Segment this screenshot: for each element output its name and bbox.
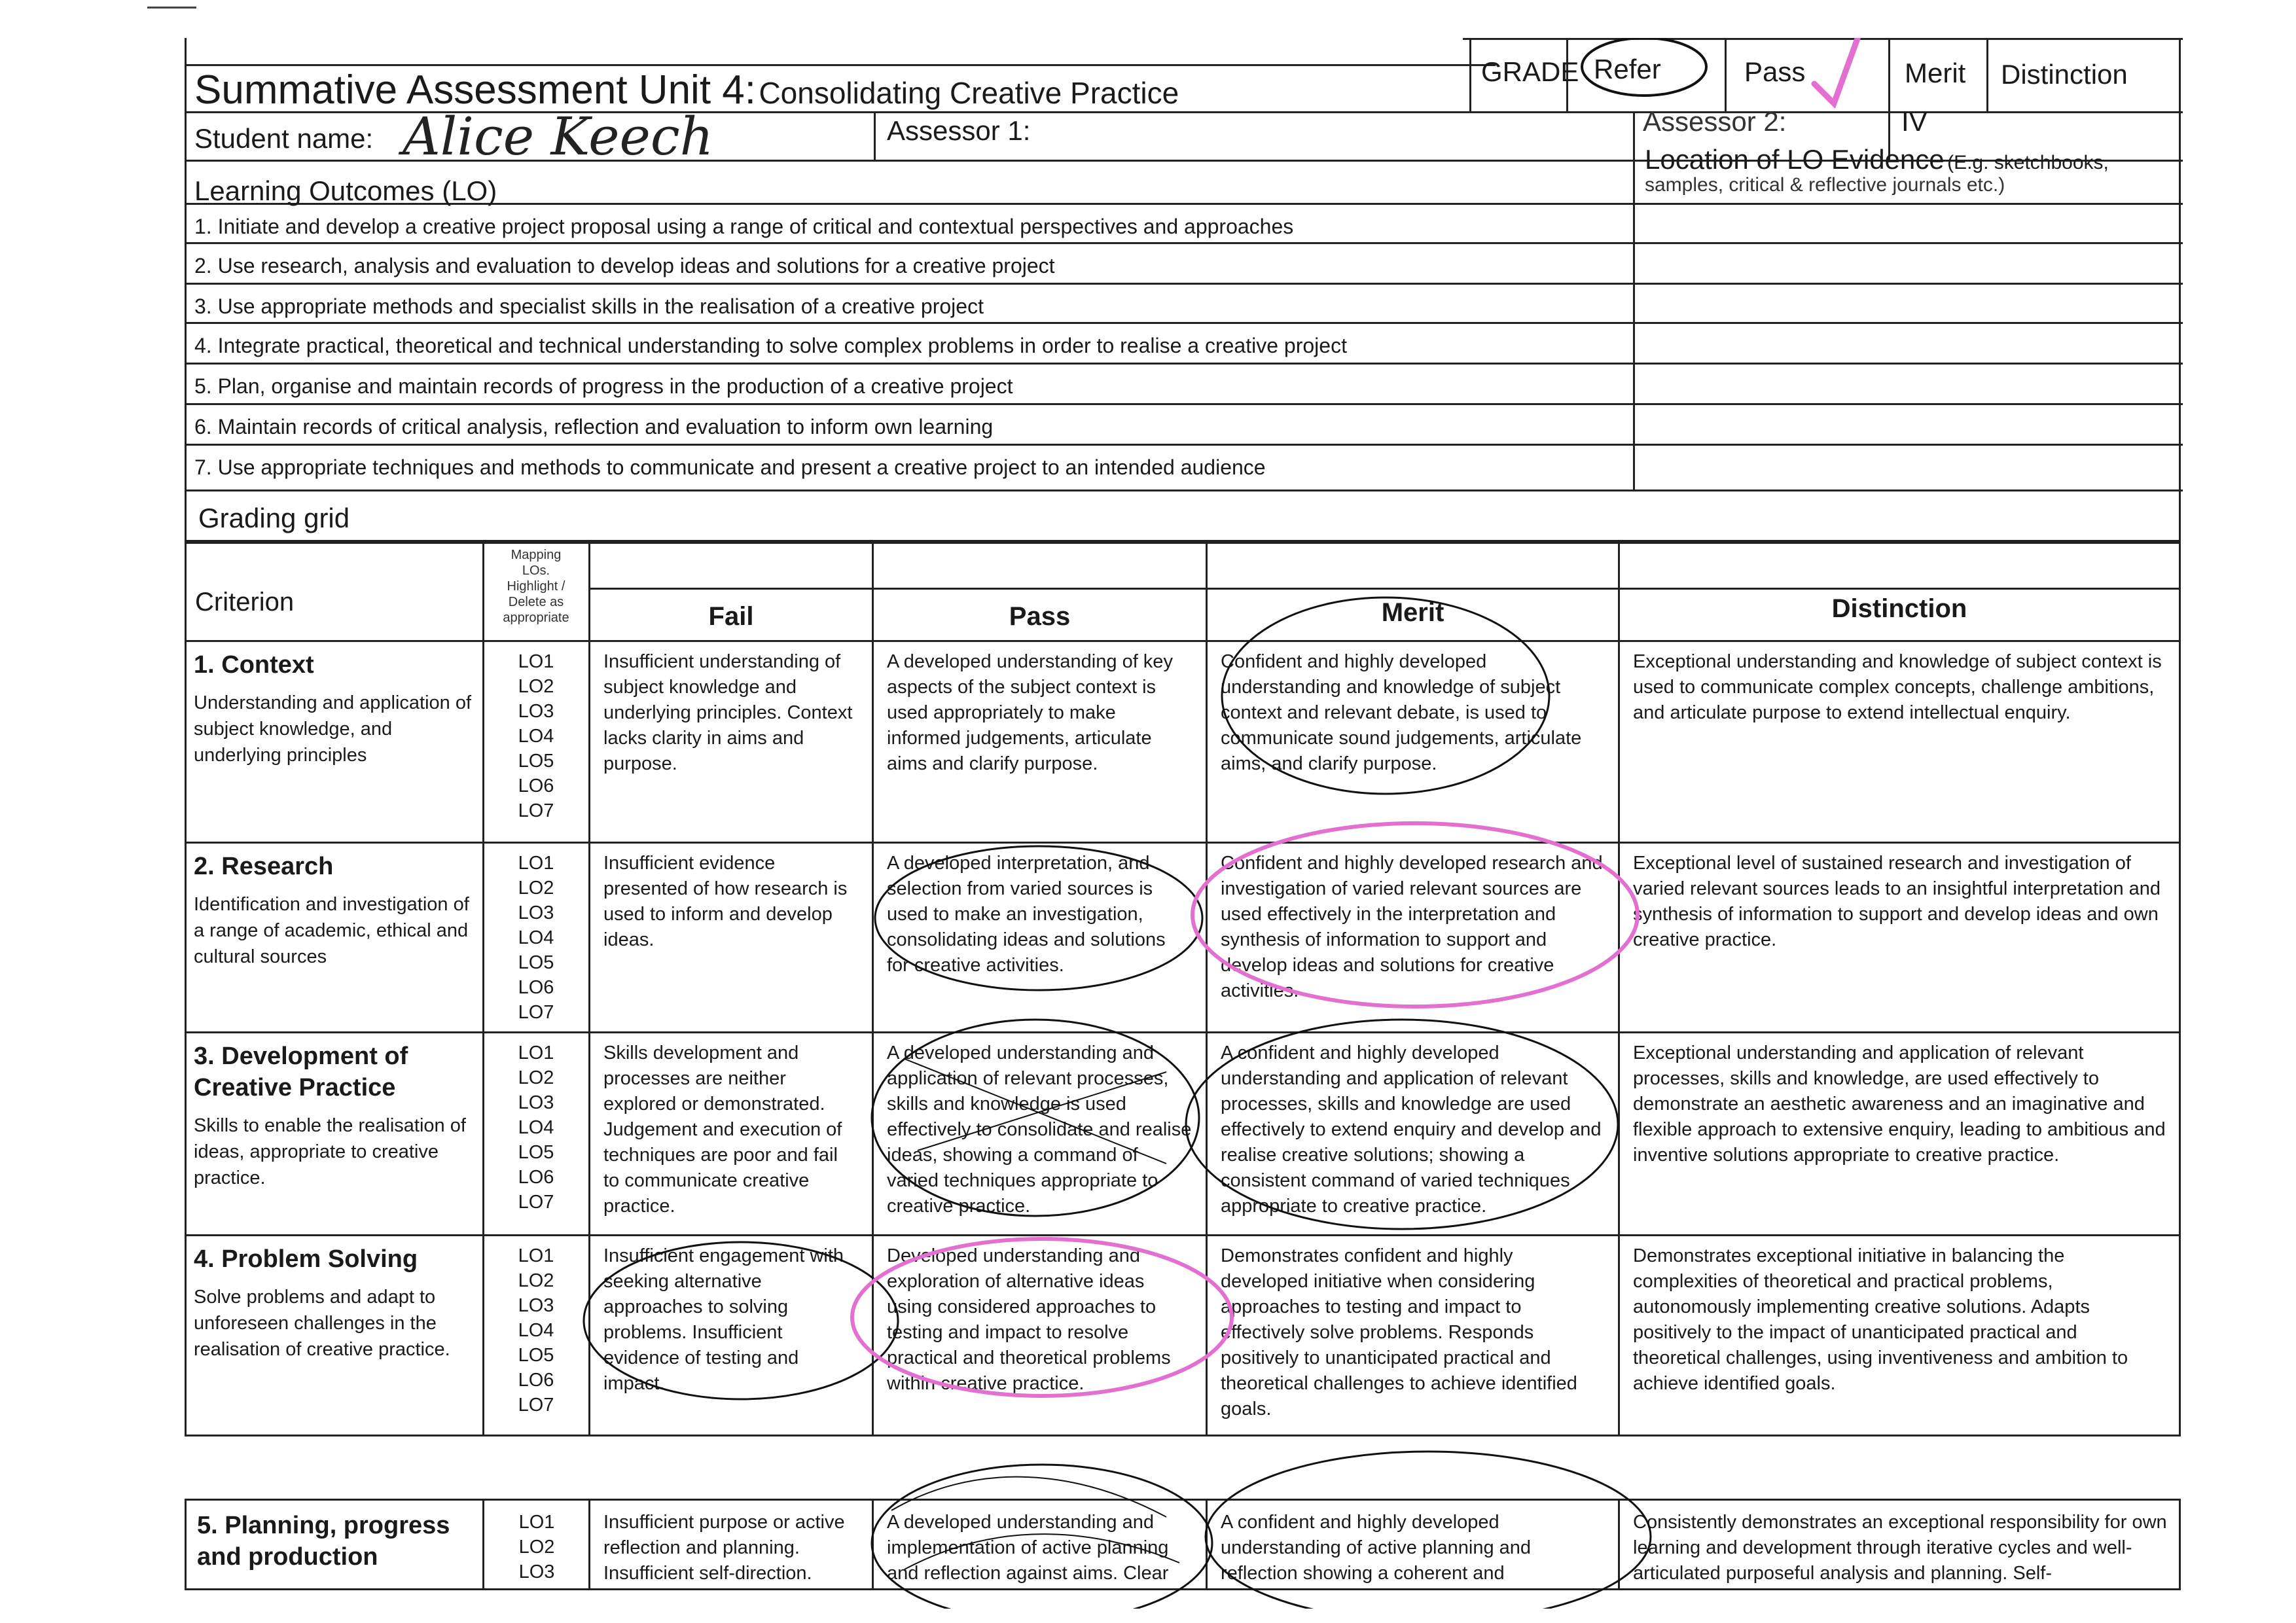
col-head-fail: Fail: [708, 602, 754, 631]
lo-mapping: [484, 1031, 588, 1234]
criterion-head: Criterion: [195, 588, 295, 616]
assessor2-label: Assessor 2:: [1643, 106, 1787, 137]
rule: [185, 542, 187, 1436]
rule: [874, 111, 876, 160]
criterion-description: Understanding and application of subject knowledge, and underlying principles: [194, 692, 472, 766]
mapping-head: [484, 547, 588, 626]
criterion-title: 5. Planning, progress and production: [197, 1512, 450, 1571]
assessor1-label: Assessor 1:: [887, 115, 1031, 146]
rule: [187, 242, 2183, 244]
lo-code: LO6: [518, 977, 554, 998]
lo-code: LO5: [518, 1345, 554, 1366]
lo-code: LO4: [518, 1117, 554, 1138]
lo-code: LO1: [518, 1512, 555, 1533]
criterion-description: Skills to enable the realisation of ideas, appropriate to creative practice.: [194, 1115, 466, 1188]
lo-code: LO3: [518, 1092, 554, 1113]
grading-grid-title: Grading grid: [198, 503, 350, 533]
lo-code: LO7: [518, 1002, 554, 1023]
lo-item-3: 3. Use appropriate methods and specialist skills in the realisation of a creative project: [194, 294, 984, 318]
scan-mark: [147, 7, 196, 9]
lo-code: LO4: [518, 1320, 554, 1341]
lo-code: LO7: [518, 1395, 554, 1416]
col-head-pass: Pass: [1009, 602, 1071, 631]
lo-code: LO2: [518, 676, 554, 697]
rule: [1725, 38, 1727, 111]
lo-code: LO2: [518, 1067, 554, 1088]
rule: [1469, 38, 1471, 111]
lo-code: LO3: [518, 902, 554, 923]
lo-item-1: 1. Initiate and develop a creative project proposal using a range of critical and contextual perspectives and approaches: [194, 215, 1294, 238]
pass-descriptor: A developed understanding of key aspects of the subject context is used appropriately to make informed judgements, articulate aims and clarify purpose.: [887, 651, 1173, 774]
pass-descriptor: A developed interpretation, and selection from varied sources is used to make an investigation, consolidating ideas and solutions for creative activities.: [887, 853, 1166, 976]
criterion-title: 4. Problem Solving: [194, 1245, 418, 1273]
lo-code: LO5: [518, 1142, 554, 1163]
rule: [187, 283, 2183, 285]
lo-item-4: 4. Integrate practical, theoretical and technical understanding to solve complex problems in order to realise a creative project: [194, 334, 1347, 357]
criterion-title: 3. Development of Creative Practice: [194, 1043, 408, 1101]
lo-code: LO3: [518, 1295, 554, 1316]
lo-mapping: [484, 842, 588, 1031]
criterion-cell: [194, 1031, 475, 1234]
fail-descriptor: Insufficient evidence presented of how research is used to inform and develop ideas.: [603, 853, 848, 950]
merit-descriptor: A confident and highly developed understanding and application of relevant processes, skills and knowledge are used effectively to extend enquiry and develop and realise creative solutions; showing a consistent command of varied techniques appropriate to creative practice.: [1221, 1043, 1602, 1217]
pass-descriptor: Developed understanding and exploration of alternative ideas using considered approaches to testing and impact to resolve practical and theoretical problems within creative practice.: [887, 1245, 1171, 1394]
criterion-cell: [194, 640, 475, 842]
rule: [2179, 542, 2181, 1436]
pass-descriptor: A developed understanding and application of relevant processes, skills and knowledge is used effectively to consolidate and realise ideas, showing a command of varied techniques appropriate to creative practice.: [887, 1043, 1192, 1217]
lo-code: LO6: [518, 776, 554, 796]
lo-code: LO1: [518, 1043, 554, 1063]
merit-descriptor: Demonstrates confident and highly developed initiative when considering approaches to testing and impact to effectively solve problems. Responds positively to unanticipated practical and theoretical challenges to achieve identified goals.: [1221, 1245, 1577, 1419]
iv-label: IV: [1901, 106, 1928, 137]
merit-descriptor: Confident and highly developed research and investigation of varied relevant sources are used effectively in the interpretation and synthesis of information to support and develop ideas and solutions for creative activities.: [1221, 853, 1603, 1001]
evidence-label: [1645, 144, 2109, 175]
merit-descriptor: A confident and highly developed understanding of active planning and reflection showing a coherent and: [1221, 1512, 1532, 1584]
rule: [187, 64, 1496, 66]
rule: [590, 588, 2181, 590]
fail-descriptor: Insufficient engagement with seeking alternative approaches to solving problems. Insufficient evidence of testing and impact.: [603, 1245, 844, 1394]
assessment-sheet: [185, 38, 2181, 1609]
rule: [187, 363, 2183, 365]
rule: [1633, 111, 1635, 490]
student-name-signature: Alice Keech: [403, 106, 714, 167]
criterion-description: Identification and investigation of a range of academic, ethical and cultural sources: [194, 894, 469, 967]
lo-item-5: 5. Plan, organise and maintain records of progress in the production of a creative project: [194, 374, 1013, 398]
lo-code: LO3: [518, 1561, 555, 1582]
grading-grid: [185, 542, 2181, 1452]
lo-code: LO1: [518, 853, 554, 874]
col-head-merit: Merit: [1381, 598, 1444, 627]
distinction-descriptor: Exceptional level of sustained research and investigation of varied relevant sources leads to an insightful interpretation and synthesis of information to support and develop ideas and own creative practice.: [1633, 853, 2161, 950]
mapping-head-line: appropriate: [503, 611, 569, 625]
lo-code: LO1: [518, 651, 554, 672]
grade-label: GRADE: [1481, 56, 1579, 87]
lo-code: LO4: [518, 726, 554, 747]
lo-code: LO6: [518, 1370, 554, 1391]
rule: [1463, 38, 2183, 40]
col-head-distinction: Distinction: [1831, 594, 1967, 623]
header-table: [185, 38, 2181, 542]
criterion-cell: [194, 842, 475, 1031]
rule: [187, 490, 2183, 491]
lo-mapping: [484, 1234, 588, 1435]
rule: [187, 322, 2183, 324]
evidence-hint-1: (E.g. sketchbooks,: [1947, 152, 2109, 173]
criterion-title: 2. Research: [194, 853, 334, 880]
distinction-descriptor: Demonstrates exceptional initiative in balancing the complexities of theoretical and practical problems, autonomously implementing creative solutions. Adapts positively to the impact of unanticipated practical and theoretical challenges, using inventiveness and ambition to achieve identified goals.: [1633, 1245, 2128, 1394]
distinction-descriptor: Exceptional understanding and application of relevant processes, skills and knowledge, are used effectively to demonstrate an aesthetic awareness and an imaginative and flexible approach to extensive enquiry, leading to ambitious and inventive solutions appropriate to creative practice.: [1633, 1043, 2166, 1166]
lo-code: LO2: [518, 1537, 555, 1558]
mapping-head-line: Mapping: [511, 548, 562, 562]
mapping-head-line: Delete as: [508, 595, 564, 609]
fail-descriptor: Skills development and processes are neither explored or demonstrated. Judgement and execution of techniques are poor and fail to communicate creative practice.: [603, 1043, 842, 1217]
lo-item-6: 6. Maintain records of critical analysis, reflection and evaluation to inform own learning: [194, 415, 994, 438]
title-sub: Consolidating Creative Practice: [759, 76, 1179, 110]
rule: [187, 403, 2183, 405]
lo-code: LO5: [518, 751, 554, 772]
grade-merit: Merit: [1905, 58, 1966, 88]
lo-mapping: [484, 1501, 589, 1584]
mapping-head-line: LOs.: [522, 563, 550, 578]
grade-refer: Refer: [1594, 54, 1661, 84]
evidence-hint-2: samples, critical & reflective journals etc.): [1645, 174, 2005, 196]
criterion-title: 1. Context: [194, 651, 314, 679]
criterion-row-5: [185, 1499, 2181, 1590]
lo-code: LO7: [518, 800, 554, 821]
rule: [1986, 38, 1988, 111]
pass-descriptor: A developed understanding and implementation of active planning and reflection against aims. Clear: [887, 1512, 1169, 1584]
distinction-descriptor: Exceptional understanding and knowledge of subject context is used to communicate complex concepts, challenge ambitions, and articulate purpose to extend intellectual enquiry.: [1633, 651, 2162, 723]
lo-code: LO1: [518, 1245, 554, 1266]
lo-label: Learning Outcomes (LO): [194, 175, 497, 206]
criterion-cell: [194, 1234, 475, 1435]
rule: [1888, 38, 1890, 160]
merit-descriptor: Confident and highly developed understanding and knowledge of subject context and relevant debate, is used to communicate sound judgements, articulate aims, and clarify purpose.: [1221, 651, 1582, 774]
grade-distinction: Distinction: [2001, 59, 2128, 90]
lo-code: LO7: [518, 1192, 554, 1213]
lo-code: LO3: [518, 701, 554, 722]
lo-code: LO2: [518, 878, 554, 899]
title-main: Summative Assessment Unit 4:: [194, 67, 756, 113]
rule: [187, 444, 2183, 446]
lo-item-2: 2. Use research, analysis and evaluation to develop ideas and solutions for a creative project: [194, 254, 1055, 277]
student-name-label: Student name:: [194, 123, 374, 154]
evidence-title: Location of LO Evidence: [1645, 144, 1945, 175]
grade-pass: Pass: [1744, 56, 1806, 87]
distinction-descriptor: Consistently demonstrates an exceptional responsibility for own learning and development through iterative cycles and well-articulated purposeful analysis and planning. Self-: [1633, 1512, 2167, 1584]
fail-descriptor: Insufficient purpose or active reflection and planning. Insufficient self-direction.: [603, 1512, 845, 1584]
lo-code: LO6: [518, 1167, 554, 1188]
criterion-description: Solve problems and adapt to unforeseen challenges in the realisation of creative practice.: [194, 1287, 450, 1360]
lo-code: LO4: [518, 927, 554, 948]
mapping-head-line: Highlight /: [507, 579, 565, 594]
lo-code: LO5: [518, 952, 554, 973]
lo-mapping: [484, 640, 588, 842]
lo-code: LO2: [518, 1270, 554, 1291]
fail-descriptor: Insufficient understanding of subject knowledge and underlying principles. Context lacks clarity in aims and purpose.: [603, 651, 853, 774]
lo-item-7: 7. Use appropriate techniques and methods to communicate and present a creative project to an intended audience: [194, 455, 1266, 479]
